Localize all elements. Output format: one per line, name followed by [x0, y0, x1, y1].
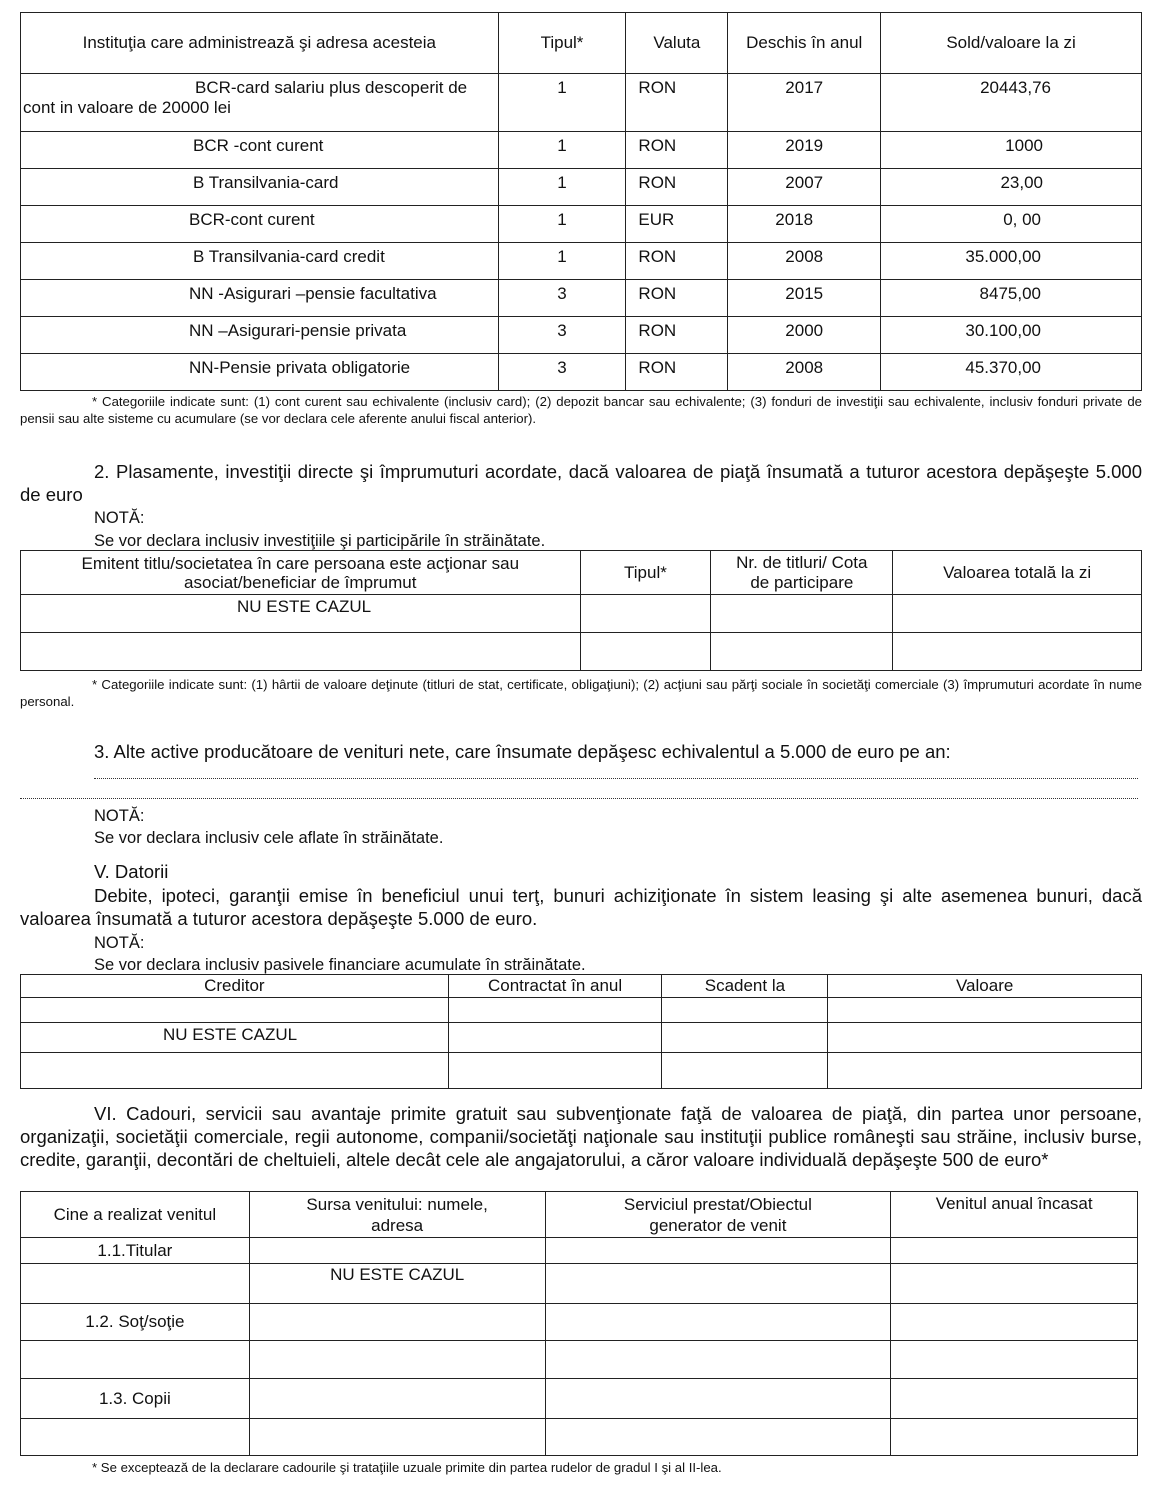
empty-cell [249, 1341, 545, 1379]
sold-cell: 23,00 [881, 169, 1142, 206]
sold-cell: 0, 00 [881, 206, 1142, 243]
section6-text: VI. Cadouri, servicii sau avantaje primite gratuit sau subvenţionate faţă de valoarea de piaţă, din partea unor persoane, organizaţii, societăţii comerciale, regii autonome, companii/societăţi naţionale sau instituţii publice româneşti sau străine, inclusiv burse, credite, garanţii, decontări de cheltuieli, altele decât cele ale angajatorului, a căror valoare individuală depăşeşte 500 de euro* [20, 1103, 1142, 1170]
valuta-cell: RON [626, 169, 728, 206]
section5-nota-label: NOTĂ: [94, 934, 145, 952]
institution-cell: B Transilvania-card [21, 169, 499, 206]
empty-cell [893, 595, 1142, 633]
valuta-cell: RON [626, 317, 728, 354]
sold-cell: 35.000,00 [881, 243, 1142, 280]
tip-cell: 3 [498, 317, 626, 354]
empty-cell [891, 1304, 1138, 1341]
empty-cell [662, 998, 828, 1023]
col-header-creditor: Creditor [21, 975, 449, 998]
section2-title: 2. Plasamente, investiţii directe şi împrumuturi acordate, dacă valoarea de piaţă însumată a tuturor acestora depăşeşte 5.000 de euro [20, 461, 1142, 505]
valuta-cell: RON [626, 243, 728, 280]
valuta-cell: RON [626, 74, 728, 132]
empty-cell [545, 1419, 891, 1456]
institution-line2: cont in valoare de 20000 lei [23, 98, 231, 117]
institution-cell: NN -Asigurari –pensie facultativa [21, 280, 499, 317]
empty-cell [249, 1238, 545, 1264]
empty-cell [891, 1238, 1138, 1264]
table-row [21, 243, 1142, 280]
empty-cell [580, 633, 711, 671]
empty-cell [711, 633, 893, 671]
empty-cell [891, 1341, 1138, 1379]
table-row [21, 280, 1142, 317]
empty-cell [545, 1379, 891, 1419]
empty-cell [249, 1379, 545, 1419]
table-row [21, 998, 1142, 1023]
institution-cell: BCR-cont curent [21, 206, 499, 243]
col-header-sursa: Sursa venitului: numele, adresa [249, 1192, 545, 1238]
empty-cell [711, 595, 893, 633]
sold-cell: 20443,76 [881, 74, 1142, 132]
titular-cell: 1.1.Titular [21, 1238, 250, 1264]
section3-nota-text: Se vor declara inclusiv cele aflate în străinătate. [94, 829, 444, 847]
empty-cell [545, 1304, 891, 1341]
table-row [21, 1053, 1142, 1089]
table-row [21, 1023, 1142, 1053]
investments-table [20, 550, 1142, 671]
table-row [21, 1264, 1138, 1304]
table-row [21, 1304, 1138, 1341]
table-row [21, 1238, 1138, 1264]
table-row [21, 1341, 1138, 1379]
table-row [21, 354, 1142, 391]
dotted-line [20, 798, 1138, 799]
valuta-cell: RON [626, 280, 728, 317]
tip-cell: 1 [498, 74, 626, 132]
dotted-line [94, 778, 1138, 779]
empty-cell [580, 595, 711, 633]
table-row [21, 633, 1142, 671]
sursa-cell: NU ESTE CAZUL [249, 1264, 545, 1304]
tip-cell: 1 [498, 206, 626, 243]
table-row [21, 169, 1142, 206]
valuta-cell: RON [626, 132, 728, 169]
section2-nota-label: NOTĂ: [94, 509, 145, 527]
col-header-valuta: Valuta [626, 13, 728, 74]
empty-cell [21, 1341, 250, 1379]
empty-cell [828, 998, 1142, 1023]
an-cell: 2008 [728, 354, 881, 391]
valuta-cell: RON [626, 354, 728, 391]
empty-cell [662, 1053, 828, 1089]
empty-cell [21, 1053, 449, 1089]
empty-cell [891, 1419, 1138, 1456]
col-header-an: Deschis în anul [728, 13, 881, 74]
col-header-cine: Cine a realizat venitul [21, 1192, 250, 1238]
sold-cell: 45.370,00 [881, 354, 1142, 391]
accounts-footnote: * Categoriile indicate sunt: (1) cont curent sau echivalente (inclusiv card); (2) depozit bancar sau echivalente; (3) fonduri de investiţii sau echivalente, inclusiv fonduri private de pensii sau alte sisteme cu acumulare (se vor declara cele aferente anului fiscal anterior). [20, 394, 1142, 426]
sot-cell: 1.2. Soţ/soţie [21, 1304, 250, 1341]
institution-cell: BCR -cont curent [21, 132, 499, 169]
col-header-serviciu: Serviciul prestat/Obiectul generator de venit [545, 1192, 891, 1238]
sold-cell: 8475,00 [881, 280, 1142, 317]
col-header-scadent: Scadent la [662, 975, 828, 998]
col-header-tip: Tipul* [580, 551, 711, 595]
creditor-cell: NU ESTE CAZUL [21, 1023, 449, 1053]
section5-title: V. Datorii [94, 861, 169, 882]
section5-text: Debite, ipoteci, garanţii emise în beneficiul unui terţ, bunuri achiziţionate în sistem leasing şi alte asemenea bunuri, dacă valoarea însumată a tuturor acestora depăşeşte 5.000 de euro. [20, 885, 1142, 929]
empty-cell [893, 633, 1142, 671]
col-header-nr-titluri: Nr. de titluri/ Cota de participare [711, 551, 893, 595]
col-header-sold: Sold/valoare la zi [881, 13, 1142, 74]
copii-cell: 1.3. Copii [21, 1379, 250, 1419]
empty-cell [448, 1053, 662, 1089]
empty-cell [21, 1419, 250, 1456]
tip-cell: 3 [498, 280, 626, 317]
institution-cell: NN-Pensie privata obligatorie [21, 354, 499, 391]
valuta-cell: EUR [626, 206, 728, 243]
debts-table [20, 974, 1142, 1089]
an-cell: 2019 [728, 132, 881, 169]
col-header-contractat: Contractat în anul [448, 975, 662, 998]
institution-cell [21, 74, 499, 132]
table-row [21, 206, 1142, 243]
col-header-tip: Tipul* [498, 13, 626, 74]
tip-cell: 1 [498, 169, 626, 206]
empty-cell [448, 998, 662, 1023]
tip-cell: 1 [498, 132, 626, 169]
col-header-institutie: Instituţia care administrează şi adresa acesteia [21, 13, 499, 74]
section5-nota-text: Se vor declara inclusiv pasivele financiare acumulate în străinătate. [94, 956, 586, 974]
tip-cell: 1 [498, 243, 626, 280]
table-row [21, 132, 1142, 169]
empty-cell [891, 1264, 1138, 1304]
emitent-cell: NU ESTE CAZUL [21, 595, 581, 633]
an-cell: 2007 [728, 169, 881, 206]
an-cell: 2008 [728, 243, 881, 280]
table-row [21, 74, 1142, 132]
table-row [21, 1379, 1138, 1419]
empty-cell [21, 998, 449, 1023]
table-row [21, 1419, 1138, 1456]
institution-cell: B Transilvania-card credit [21, 243, 499, 280]
empty-cell [21, 633, 581, 671]
section3-title: 3. Alte active producătoare de venituri nete, care însumate depăşesc echivalentul a 5.000 de euro pe an: [94, 741, 951, 762]
col-header-emitent: Emitent titlu/societatea în care persoana este acţionar sau asociat/beneficiar de împrumut [21, 551, 581, 595]
gifts-table [20, 1191, 1138, 1456]
an-cell: 2000 [728, 317, 881, 354]
empty-cell [828, 1053, 1142, 1089]
sold-cell: 30.100,00 [881, 317, 1142, 354]
empty-cell [545, 1264, 891, 1304]
tip-cell: 3 [498, 354, 626, 391]
table-row [21, 595, 1142, 633]
accounts-table [20, 12, 1142, 391]
col-header-valoare: Valoarea totală la zi [893, 551, 1142, 595]
empty-cell [545, 1238, 891, 1264]
an-cell: 2017 [728, 74, 881, 132]
empty-cell [249, 1304, 545, 1341]
institution-line1: BCR-card salariu plus descoperit de [195, 78, 468, 97]
col-header-venit: Venitul anual încasat [891, 1192, 1138, 1238]
col-header-valoare: Valoare [828, 975, 1142, 998]
empty-cell [448, 1023, 662, 1053]
gifts-footnote: * Se exceptează de la declarare cadourile şi trataţiile uzuale primite din partea rudelor de gradul I şi al II-lea. [92, 1460, 722, 1475]
table-row [21, 317, 1142, 354]
empty-cell [662, 1023, 828, 1053]
section3-nota-label: NOTĂ: [94, 807, 145, 825]
empty-cell [249, 1419, 545, 1456]
sold-cell: 1000 [881, 132, 1142, 169]
an-cell: 2018 [728, 206, 881, 243]
an-cell: 2015 [728, 280, 881, 317]
empty-cell [545, 1341, 891, 1379]
section2-nota-text: Se vor declara inclusiv investiţiile şi participările în străinătate. [94, 532, 546, 550]
investments-footnote: * Categoriile indicate sunt: (1) hârtii de valoare deţinute (titluri de stat, certificate, obligaţiuni); (2) acţiuni sau părţi sociale în societăţi comerciale (3) împrumuturi acordate în nume personal. [20, 677, 1142, 709]
empty-cell [21, 1264, 250, 1304]
empty-cell [891, 1379, 1138, 1419]
empty-cell [828, 1023, 1142, 1053]
institution-cell: NN –Asigurari-pensie privata [21, 317, 499, 354]
